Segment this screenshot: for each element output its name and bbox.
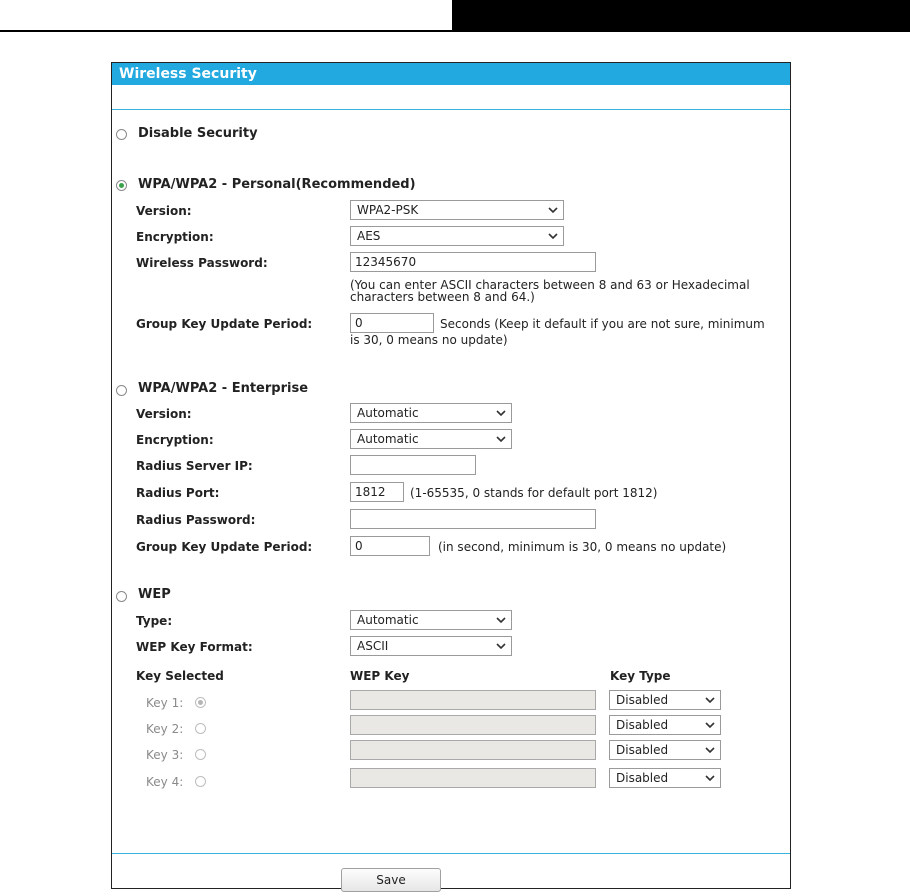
top-rule: [0, 30, 910, 32]
top-black-bar: [452, 0, 910, 32]
personal-version-label: Version:: [136, 204, 192, 218]
enterprise-group-key-label: Group Key Update Period:: [136, 540, 313, 554]
key-4-type-value: Disabled: [616, 771, 669, 785]
chevron-down-icon: [547, 230, 559, 242]
wep-type-value: Automatic: [357, 613, 419, 627]
key-3-label: Key 3:: [146, 748, 184, 762]
wireless-password-input[interactable]: 12345670: [350, 252, 596, 272]
wep-key-format-select[interactable]: [350, 636, 512, 656]
wep-type-select[interactable]: [350, 610, 512, 630]
chevron-down-icon: [547, 204, 559, 216]
key-1-input[interactable]: [350, 690, 596, 710]
chevron-down-icon: [495, 407, 507, 419]
disable-security-radio[interactable]: [116, 129, 127, 140]
wpa-personal-title: WPA/WPA2 - Personal(Recommended): [138, 177, 416, 192]
key-selected-header: Key Selected: [136, 669, 224, 683]
wireless-security-panel: [111, 62, 791, 889]
key-3-input[interactable]: [350, 740, 596, 760]
chevron-down-icon: [704, 719, 716, 731]
key-2-type-value: Disabled: [616, 718, 669, 732]
key-4-radio[interactable]: [195, 776, 206, 787]
key-1-label: Key 1:: [146, 696, 184, 710]
personal-group-key-label: Group Key Update Period:: [136, 317, 313, 331]
radius-password-input[interactable]: [350, 509, 596, 529]
key-2-radio[interactable]: [195, 723, 206, 734]
chevron-down-icon: [704, 772, 716, 784]
personal-encryption-label: Encryption:: [136, 230, 214, 244]
enterprise-encryption-value: Automatic: [357, 432, 419, 446]
password-help-line-1: (You can enter ASCII characters between 8 and 63 or Hexadecimal: [350, 278, 750, 292]
key-2-label: Key 2:: [146, 722, 184, 736]
personal-group-key-input[interactable]: 0: [350, 313, 434, 333]
radius-port-help: (1-65535, 0 stands for default port 1812): [410, 486, 658, 500]
key-3-radio[interactable]: [195, 749, 206, 760]
radius-port-label: Radius Port:: [136, 486, 220, 500]
chevron-down-icon: [495, 433, 507, 445]
enterprise-version-value: Automatic: [357, 406, 419, 420]
enterprise-encryption-label: Encryption:: [136, 433, 214, 447]
key-4-input[interactable]: [350, 768, 596, 788]
radius-password-label: Radius Password:: [136, 513, 256, 527]
personal-group-help-line-1: Seconds (Keep it default if you are not sure, minimum: [440, 317, 765, 331]
footer-divider: [112, 853, 790, 854]
chevron-down-icon: [495, 614, 507, 626]
key-1-type-select[interactable]: [609, 690, 721, 710]
password-help-line-2: characters between 8 and 64.): [350, 290, 535, 304]
enterprise-version-select[interactable]: [350, 403, 512, 423]
key-1-radio[interactable]: [195, 697, 206, 708]
enterprise-version-label: Version:: [136, 407, 192, 421]
save-button[interactable]: Save: [341, 868, 441, 892]
wep-radio[interactable]: [116, 591, 127, 602]
wep-key-format-value: ASCII: [357, 639, 389, 653]
wpa-personal-radio[interactable]: [116, 180, 127, 191]
wep-type-label: Type:: [136, 614, 173, 628]
wep-key-header: WEP Key: [350, 669, 410, 683]
disable-security-label: Disable Security: [138, 126, 258, 141]
key-2-input[interactable]: [350, 715, 596, 735]
wep-title: WEP: [138, 587, 171, 602]
chevron-down-icon: [704, 694, 716, 706]
enterprise-group-help: (in second, minimum is 30, 0 means no update): [438, 540, 727, 554]
key-4-type-select[interactable]: [609, 768, 721, 788]
enterprise-encryption-select[interactable]: [350, 429, 512, 449]
key-3-type-select[interactable]: [609, 740, 721, 760]
key-type-header: Key Type: [610, 669, 671, 683]
radius-server-ip-label: Radius Server IP:: [136, 459, 253, 473]
panel-title: Wireless Security: [112, 63, 790, 85]
radius-port-input[interactable]: 1812: [350, 482, 404, 502]
key-3-type-value: Disabled: [616, 743, 669, 757]
personal-group-help-line-2: is 30, 0 means no update): [350, 333, 508, 347]
key-2-type-select[interactable]: [609, 715, 721, 735]
key-1-type-value: Disabled: [616, 693, 669, 707]
radius-server-ip-input[interactable]: [350, 455, 476, 475]
wireless-password-label: Wireless Password:: [136, 256, 268, 270]
chevron-down-icon: [704, 744, 716, 756]
wpa-enterprise-title: WPA/WPA2 - Enterprise: [138, 381, 309, 396]
header-divider: [112, 109, 790, 110]
wpa-enterprise-radio[interactable]: [116, 385, 127, 396]
key-4-label: Key 4:: [146, 775, 184, 789]
enterprise-group-key-input[interactable]: 0: [350, 536, 430, 556]
wep-key-format-label: WEP Key Format:: [136, 640, 253, 654]
personal-encryption-value: AES: [357, 229, 381, 243]
chevron-down-icon: [495, 640, 507, 652]
personal-version-value: WPA2-PSK: [357, 203, 419, 217]
personal-version-select[interactable]: [350, 200, 564, 220]
personal-encryption-select[interactable]: [350, 226, 564, 246]
